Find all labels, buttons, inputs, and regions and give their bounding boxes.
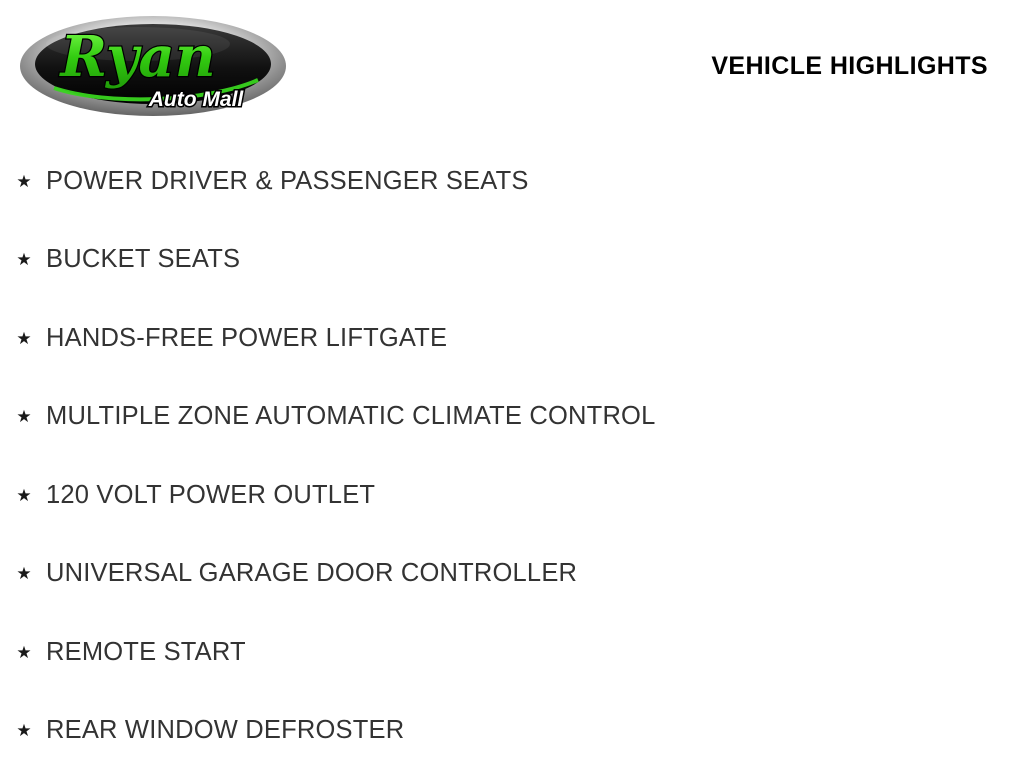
star-icon: ★: [14, 173, 34, 190]
star-icon: ★: [14, 408, 34, 425]
list-item: [0, 535, 1024, 614]
vehicle-highlights-list: [0, 142, 1024, 770]
feature-label: UNIVERSAL GARAGE DOOR CONTROLLER: [46, 559, 577, 588]
star-icon: ★: [14, 330, 34, 347]
list-item: [0, 456, 1024, 535]
list-item: [0, 142, 1024, 221]
feature-label: REMOTE START: [46, 638, 246, 667]
feature-label: MULTIPLE ZONE AUTOMATIC CLIMATE CONTROL: [46, 402, 655, 431]
list-item: [0, 221, 1024, 300]
svg-text:Ryan: Ryan: [58, 24, 215, 90]
star-icon: ★: [14, 487, 34, 504]
list-item: [0, 692, 1024, 770]
page-title: VEHICLE HIGHLIGHTS: [711, 52, 988, 81]
star-icon: ★: [14, 644, 34, 661]
page-header: [0, 0, 1024, 128]
feature-label: REAR WINDOW DEFROSTER: [46, 716, 404, 745]
star-icon: ★: [14, 565, 34, 582]
star-icon: ★: [14, 251, 34, 268]
list-item: [0, 299, 1024, 378]
feature-label: 120 VOLT POWER OUTLET: [46, 481, 375, 510]
star-icon: ★: [14, 722, 34, 739]
feature-label: POWER DRIVER & PASSENGER SEATS: [46, 167, 529, 196]
list-item: [0, 378, 1024, 457]
svg-text:Auto Mall: Auto Mall: [148, 88, 245, 111]
feature-label: HANDS-FREE POWER LIFTGATE: [46, 324, 447, 353]
ryan-auto-mall-logo: [18, 10, 288, 122]
list-item: [0, 613, 1024, 692]
feature-label: BUCKET SEATS: [46, 245, 240, 274]
